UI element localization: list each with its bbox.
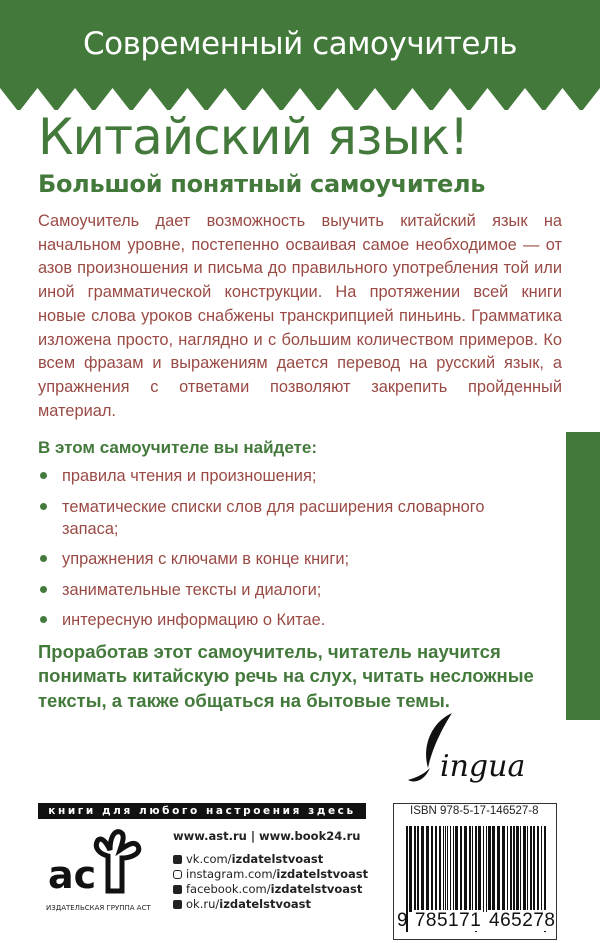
- svg-text:ingua: ingua: [440, 749, 526, 784]
- closing-text: Проработав этот самоучитель, читатель научится понимать китайскую речь на слух, читать несложные тексты, а также общаться на бытовые темы.: [38, 640, 534, 711]
- barcode-bar: [507, 826, 508, 912]
- book-subtitle: Большой понятный самоучитель: [38, 170, 486, 198]
- bullet-icon: [40, 586, 47, 593]
- barcode-bar: [472, 826, 473, 912]
- barcode-bar: [450, 826, 451, 912]
- social-facebook-link[interactable]: facebook.com/izdatelstvoast: [173, 883, 362, 896]
- facebook-icon: [173, 885, 182, 894]
- barcode-bar: [533, 826, 535, 912]
- bullet-icon: [40, 472, 47, 479]
- barcode-bar: [513, 826, 515, 912]
- barcode-bar: [464, 826, 467, 912]
- barcode-bar: [435, 826, 437, 912]
- body-column: [38, 210, 562, 713]
- ok-icon: [173, 900, 182, 909]
- barcode-bar: [483, 826, 484, 912]
- social-instagram-link[interactable]: instagram.com/izdatelstvoast: [173, 868, 368, 881]
- barcode-bar: [460, 826, 462, 912]
- barcode-bar: [469, 826, 471, 912]
- list-item: интересную информацию о Китае.: [38, 609, 538, 631]
- barcode-bar: [502, 826, 505, 912]
- barcode-bar: [443, 826, 444, 912]
- barcode-bar: [488, 826, 491, 912]
- list-item: упражнения с ключами в конце книги;: [38, 548, 538, 570]
- publisher-caption: ИЗДАТЕЛЬСКАЯ ГРУППА АСТ: [46, 904, 151, 912]
- lingua-logo: [400, 708, 540, 793]
- features-list: [38, 465, 538, 631]
- ean-digits: 9 785171 465278: [397, 910, 556, 931]
- series-title: Современный самоучитель: [82, 26, 518, 62]
- barcode-bar: [523, 826, 526, 912]
- bullet-icon: [40, 555, 47, 562]
- barcode-bar: [510, 826, 512, 912]
- websites-link[interactable]: www.ast.ru | www.book24.ru: [173, 829, 361, 843]
- svg-text:ac: ac: [48, 853, 97, 897]
- barcode-bar: [527, 826, 528, 912]
- barcode-bar: [492, 826, 495, 912]
- vk-icon: [173, 855, 182, 864]
- barcode-bar: [537, 826, 539, 912]
- barcode-bar: [421, 826, 424, 912]
- instagram-icon: [173, 870, 182, 879]
- barcode-bar: [417, 826, 419, 912]
- barcode-bar: [486, 826, 487, 912]
- side-accent-bar: [566, 432, 600, 720]
- bullet-icon: [40, 503, 47, 510]
- barcode-bar: [426, 826, 429, 912]
- barcode-bar: [530, 826, 532, 912]
- barcode-bar: [447, 826, 448, 912]
- bullet-icon: [40, 616, 47, 623]
- list-item: занимательные тексты и диалоги;: [38, 579, 538, 601]
- barcode-bar: [455, 826, 458, 912]
- barcode-bar: [409, 826, 412, 912]
- barcode-bar: [497, 826, 500, 912]
- list-item: правила чтения и произношения;: [38, 465, 538, 487]
- tagline-strip: книги для любого настроения здесь: [38, 803, 366, 819]
- features-heading: В этом самоучителе вы найдете:: [38, 438, 317, 458]
- isbn-number: ISBN 978-5-17-146527-8: [410, 805, 539, 817]
- barcode-bar: [516, 826, 519, 912]
- barcode-bar: [445, 826, 446, 912]
- social-vk-link[interactable]: vk.com/izdatelstvoast: [173, 853, 323, 866]
- barcode-bar: [520, 826, 521, 912]
- barcode-bar: [478, 826, 481, 912]
- barcode-bar: [541, 826, 542, 912]
- list-item: тематические списки слов для расширения словарного запаса;: [38, 496, 538, 540]
- book-title: Китайский язык!: [38, 108, 469, 166]
- social-ok-link[interactable]: ok.ru/izdatelstvoast: [173, 898, 311, 911]
- barcode-bar: [414, 826, 416, 912]
- barcode-bar: [439, 826, 441, 912]
- barcode-bar: [453, 826, 454, 912]
- barcode-bar: [431, 826, 433, 912]
- description: Самоучитель дает возможность выучить китайский язык на начальном уровне, постепенно осваивая самое необходимое — от азов произношения и письма до правильного употребления той или иной грамматической конструкции. На протяжении всей книги новые слова уроков снабжены транскрипцией пиньинь. Грамматика изложена просто, наглядно и с большим количеством примеров. Ко всем фразам и выражениям дается перевод на русский язык, а упражнения с ответами позволяют закрепить пройденный материал.: [38, 212, 562, 420]
- ast-logo: [48, 826, 148, 901]
